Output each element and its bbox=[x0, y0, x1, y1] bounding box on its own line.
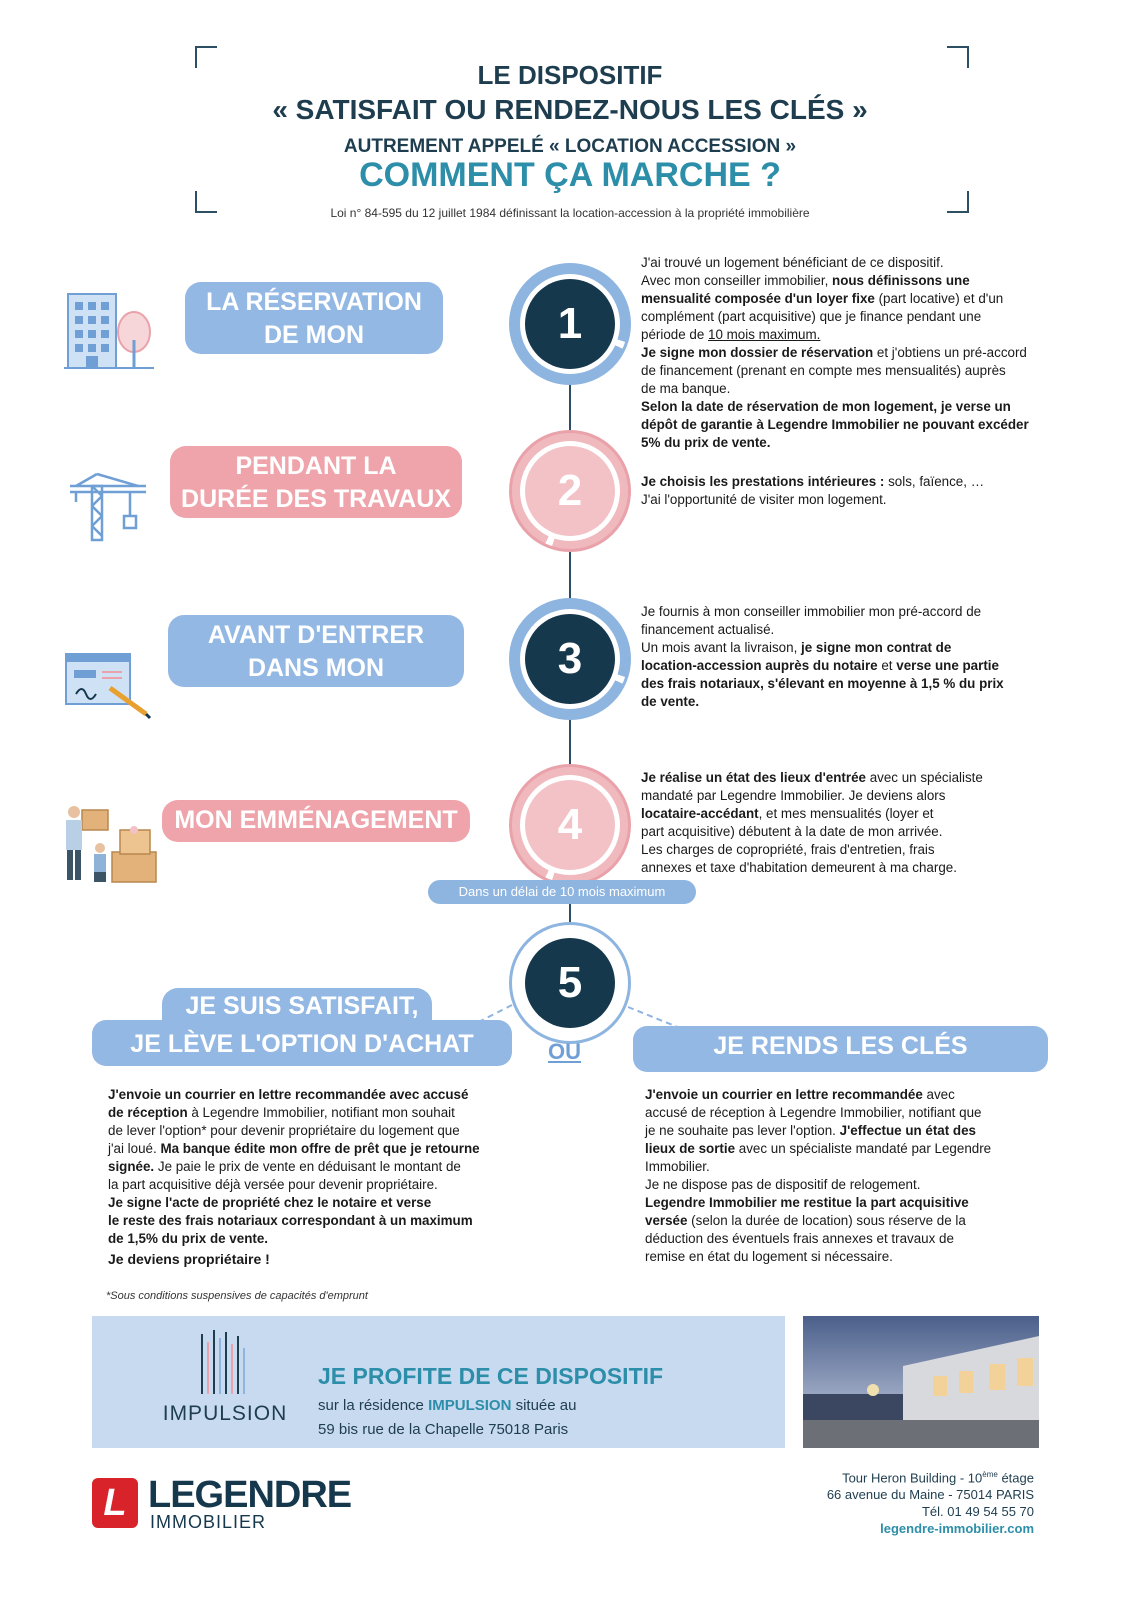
step5-ring bbox=[509, 922, 631, 1044]
option-right-bold: versée bbox=[645, 1213, 688, 1228]
step1-text-span: (part locative) et d'un bbox=[874, 291, 1004, 306]
step2-label-line2: DURÉE DES TRAVAUX bbox=[181, 485, 451, 513]
step1-text bbox=[641, 254, 1061, 452]
option-right-line: accusé de réception à Legendre Immobilier, notifiant que bbox=[645, 1105, 982, 1120]
step3-text-span: et bbox=[877, 658, 897, 673]
step3-text-span: Un mois avant la livraison, bbox=[641, 640, 802, 655]
option-left-span: j'ai loué. bbox=[108, 1141, 161, 1156]
option-right-line: remise en état du logement si nécessaire. bbox=[645, 1249, 893, 1264]
step2-number: 2 bbox=[525, 446, 615, 536]
address-line1-span: étage bbox=[997, 1470, 1034, 1486]
step4-text-line: part acquisitive) débutent à la date de mon arrivée. bbox=[641, 824, 943, 839]
step3-number: 3 bbox=[525, 614, 615, 704]
or-label: OU bbox=[548, 1039, 581, 1064]
address-line1 bbox=[790, 1466, 1034, 1486]
option-left-bold: Je signe l'acte de propriété chez le notaire et verse bbox=[108, 1195, 432, 1210]
impulsion-logo-bars-icon bbox=[150, 1330, 300, 1400]
crane-icon bbox=[68, 472, 148, 542]
header-title-line1: LE DISPOSITIF bbox=[477, 60, 663, 90]
law-reference: Loi n° 84-595 du 12 juillet 1984 définissant la location-accession à la propriété immobilière bbox=[330, 206, 810, 220]
step4-ring bbox=[509, 764, 631, 886]
step1-text-bold: Je signe mon dossier de réservation bbox=[641, 345, 874, 360]
step1-text-underline: 10 mois maximum. bbox=[708, 327, 821, 342]
step1-text-line: J'ai trouvé un logement bénéficiant de ce dispositif. bbox=[641, 255, 944, 270]
option-left-bold: J'envoie un courrier en lettre recommandée avec accusé bbox=[108, 1087, 469, 1102]
step4-text-line: annexes et taxe d'habitation demeurent à ma charge. bbox=[641, 860, 957, 875]
footnote: *Sous conditions suspensives de capacités d'emprunt bbox=[106, 1290, 368, 1302]
legendre-logo-mark-letter: L bbox=[103, 1482, 127, 1524]
option-left-span: Je paie le prix de vente en déduisant le montant de bbox=[154, 1159, 461, 1174]
delay-badge: Dans un délai de 10 mois maximum bbox=[428, 880, 696, 904]
legendre-logo bbox=[92, 1474, 362, 1536]
step2-text-span: sols, faïence, … bbox=[884, 474, 985, 489]
header-subtitle: AUTREMENT APPELÉ « LOCATION ACCESSION » bbox=[343, 136, 797, 157]
banner-residence-name: IMPULSION bbox=[428, 1397, 512, 1414]
option-left-bold: signée. bbox=[108, 1159, 155, 1174]
step1-label-line2: DE MON LOGEMENT bbox=[243, 321, 385, 382]
legendre-logo-mark bbox=[92, 1478, 138, 1528]
option-left-line2: JE LÈVE L'OPTION D'ACHAT bbox=[130, 1030, 474, 1058]
brand-sub: IMMOBILIER bbox=[150, 1512, 267, 1532]
address-line2: 66 avenue du Maine - 75014 PARIS bbox=[826, 1487, 1034, 1503]
step4-label-line1: MON EMMÉNAGEMENT bbox=[174, 806, 458, 834]
step5-number: 5 bbox=[525, 938, 615, 1028]
option-left-bold: le reste des frais notariaux correspondant à un maximum bbox=[108, 1213, 473, 1228]
banner-title: JE PROFITE DE CE DISPOSITIF bbox=[318, 1363, 664, 1389]
step3-text bbox=[641, 603, 1061, 711]
step3-label-line2: DANS MON LOGEMENT bbox=[245, 654, 387, 715]
step3-text-line: Je fournis à mon conseiller immobilier mon pré-accord de bbox=[641, 604, 982, 619]
option-left-conclusion: Je deviens propriétaire ! bbox=[108, 1251, 270, 1267]
step1-text-span: Avec mon conseiller immobilier, bbox=[641, 273, 833, 288]
step3-text-bold: verse une partie bbox=[896, 658, 999, 673]
address-line1-sup: ème bbox=[982, 1470, 998, 1479]
banner-sub-span: située au bbox=[511, 1397, 577, 1414]
step3-label-line1: AVANT D'ENTRER bbox=[207, 621, 425, 649]
address-phone: Tél. 01 49 54 55 70 bbox=[921, 1504, 1034, 1520]
step4-number: 4 bbox=[525, 780, 615, 870]
option-right-span: avec bbox=[922, 1087, 955, 1102]
header-title-line2: « SATISFAIT OU RENDEZ-NOUS LES CLÉS » bbox=[272, 94, 868, 125]
step4-text-bold: locataire-accédant bbox=[641, 806, 759, 821]
step2-ring bbox=[509, 430, 631, 552]
option-right-span: (selon la durée de location) sous réserve de la bbox=[687, 1213, 966, 1228]
document-sign-icon bbox=[62, 648, 152, 720]
step1-number: 1 bbox=[525, 279, 615, 369]
header-question: COMMENT ÇA MARCHE ? bbox=[359, 156, 781, 194]
banner-address: 59 bis rue de la Chapelle 75018 Paris bbox=[318, 1421, 569, 1438]
step4-text-bold: Je réalise un état des lieux d'entrée bbox=[641, 770, 866, 785]
option-right-bold: Legendre Immobilier me restitue la part acquisitive bbox=[645, 1195, 969, 1210]
option-right-line: déduction des éventuels frais annexes et travaux de bbox=[645, 1231, 954, 1246]
impulsion-logo-text: IMPULSION bbox=[162, 1402, 288, 1425]
step4-text-line: Les charges de copropriété, frais d'entretien, frais bbox=[641, 842, 935, 857]
step1-text-line: de ma banque. bbox=[641, 381, 731, 396]
step1-text-span: période de bbox=[641, 327, 709, 342]
option-right-line1: JE RENDS LES CLÉS bbox=[713, 1032, 968, 1060]
step1-text-bold: Selon la date de réservation de mon logement, je verse un bbox=[641, 399, 1011, 414]
step3-text-bold: des frais notariaux, s'élevant en moyenne à 1,5 % du prix bbox=[641, 676, 1004, 691]
step3-text-line: financement actualisé. bbox=[641, 622, 775, 637]
option-right-bold: lieux de sortie bbox=[645, 1141, 736, 1156]
address-block bbox=[790, 1466, 1034, 1537]
step2-text-line: J'ai l'opportunité de visiter mon logement. bbox=[641, 492, 887, 507]
banner-sub-span: sur la résidence bbox=[318, 1397, 429, 1414]
step3-text-bold: location-accession auprès du notaire bbox=[641, 658, 878, 673]
step4-text bbox=[641, 769, 1061, 877]
option-right-text bbox=[645, 1086, 1065, 1266]
banner-residence-line bbox=[318, 1397, 576, 1414]
step1-ring bbox=[509, 263, 631, 385]
residence-photo bbox=[803, 1316, 1039, 1448]
option-right-line: Je ne dispose pas de dispositif de relogement. bbox=[645, 1177, 921, 1192]
option-left-bold: Ma banque édite mon offre de prêt que je retourne bbox=[160, 1141, 480, 1156]
step4-text-span: avec un spécialiste bbox=[865, 770, 983, 785]
option-right-header bbox=[633, 1026, 1048, 1072]
step3-text-bold: de vente. bbox=[641, 694, 700, 709]
step3-text-bold: je signe mon contrat de bbox=[801, 640, 952, 655]
impulsion-logo bbox=[150, 1330, 300, 1430]
step1-text-bold: 5% du prix de vente. bbox=[641, 435, 771, 450]
website-link[interactable]: legendre-immobilier.com bbox=[880, 1521, 1034, 1537]
option-right-span: je ne souhaite pas lever l'option. bbox=[645, 1123, 840, 1138]
moving-boxes-icon bbox=[54, 800, 164, 884]
option-left-bold: de réception bbox=[108, 1105, 188, 1120]
option-left-line: la part acquisitive déjà versée pour devenir propriétaire. bbox=[108, 1177, 438, 1192]
address-line1-span: Tour Heron Building - 10 bbox=[842, 1470, 983, 1486]
step4-text-span: , et mes mensualités (loyer et bbox=[758, 806, 934, 821]
option-right-bold: J'effectue un état des bbox=[839, 1123, 977, 1138]
option-left-header bbox=[92, 988, 512, 1070]
step3-label bbox=[168, 615, 464, 715]
option-right-bold: J'envoie un courrier en lettre recommandée bbox=[645, 1087, 923, 1102]
step4-label bbox=[162, 800, 470, 842]
step1-text-bold: mensualité composée d'un loyer fixe bbox=[641, 291, 875, 306]
option-right-span: avec un spécialiste mandaté par Legendre bbox=[735, 1141, 992, 1156]
step3-ring bbox=[509, 598, 631, 720]
step2-text-bold: Je choisis les prestations intérieures : bbox=[641, 474, 885, 489]
option-left-bold: de 1,5% du prix de vente. bbox=[108, 1231, 268, 1246]
step2-label bbox=[170, 446, 462, 518]
step2-text bbox=[641, 473, 1061, 509]
brand-name: LEGENDRE bbox=[148, 1474, 352, 1516]
option-right-line: Immobilier. bbox=[645, 1159, 710, 1174]
step1-text-bold: nous définissons une bbox=[832, 273, 970, 288]
step4-text-line: mandaté par Legendre Immobilier. Je deviens alors bbox=[641, 788, 946, 803]
option-left-text bbox=[108, 1086, 528, 1268]
step1-text-span: et j'obtiens un pré-accord bbox=[873, 345, 1027, 360]
step1-text-bold: dépôt de garantie à Legendre Immobilier ne pouvant excéder bbox=[641, 417, 1029, 432]
option-left-line1: JE SUIS SATISFAIT, bbox=[185, 992, 419, 1020]
option-left-span: à Legendre Immobilier, notifiant mon souhait bbox=[187, 1105, 455, 1120]
step1-text-line: de financement (prenant en compte mes mensualités) auprès bbox=[641, 363, 1006, 378]
option-left-line: de lever l'option* pour devenir propriétaire du logement que bbox=[108, 1123, 460, 1138]
step1-label bbox=[185, 282, 443, 382]
step1-text-line: complément (part acquisitive) que je finance pendant une bbox=[641, 309, 982, 324]
step2-label-line1: PENDANT LA bbox=[235, 452, 397, 480]
step1-label-line1: LA RÉSERVATION bbox=[206, 288, 422, 316]
building-icon bbox=[64, 288, 154, 370]
